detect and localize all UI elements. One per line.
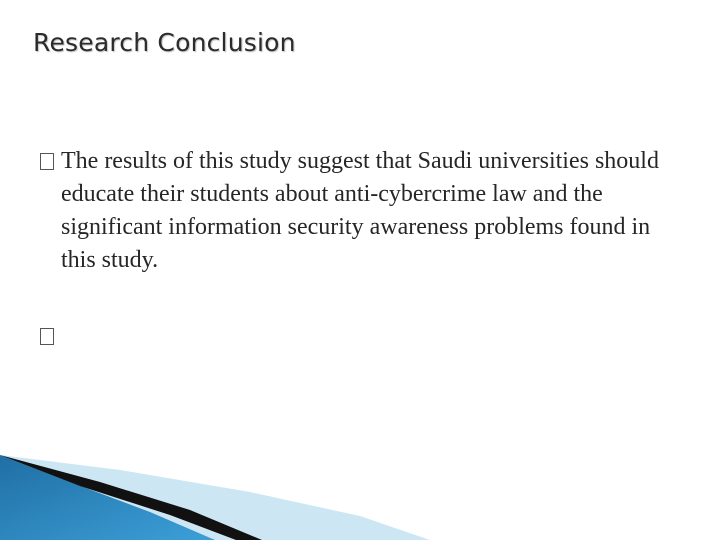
bullet-text: The results of this study suggest that Saudi universities should educate their students about anti-cybercrime law and the significant information security awareness problems found in this study. <box>61 148 659 273</box>
slide-title: Research Conclusion <box>33 28 296 57</box>
